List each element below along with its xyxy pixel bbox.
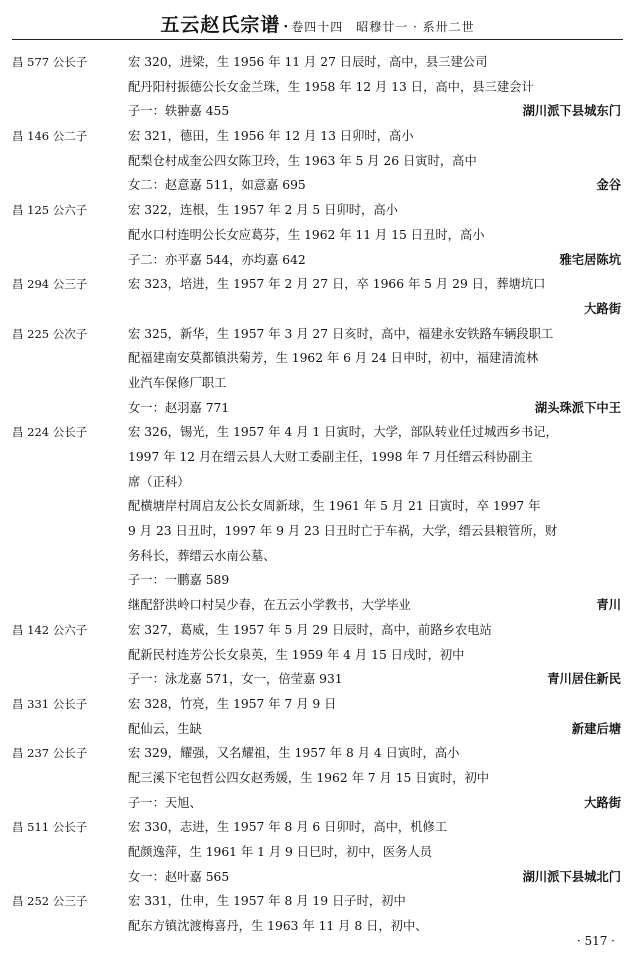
entry-text: 继配舒洪岭口村吴少春，在五云小学教书，大学毕业	[128, 598, 411, 613]
genealogy-entry	[0, 889, 635, 938]
entry-line	[0, 741, 635, 766]
entry-location: 湖川派下县城东门	[522, 103, 621, 119]
entry-father-label: 昌 294 公三子	[12, 277, 88, 292]
entry-text: 配福建南安莫都镇洪菊芳，生 1962 年 6 月 24 日申时，初中，福建清流林	[128, 351, 539, 366]
entry-location: 湖头珠派下中王	[534, 399, 621, 415]
entry-line	[0, 717, 635, 742]
entry-text: 子一：一鹏嘉 589	[128, 573, 230, 588]
entry-location: 湖川派下县城北门	[522, 868, 621, 884]
entry-father-label: 昌 237 公长子	[12, 746, 88, 761]
entry-line	[0, 889, 635, 914]
entry-father-label: 昌 142 公六子	[12, 622, 88, 637]
genealogy-entry	[0, 124, 635, 198]
header-rule	[12, 39, 623, 40]
entry-line	[0, 248, 635, 273]
entry-location: 雅宅居陈坑	[559, 251, 621, 267]
entry-text: 9 月 23 日丑时，1997 年 9 月 23 日丑时亡于车祸，大学，缙云县粮管所，财	[128, 524, 558, 539]
entry-father-label: 昌 331 公长子	[12, 696, 88, 711]
entry-text: 宏 323，培进，生 1957 年 2 月 27 日，卒 1966 年 5 月 29 日，葬塘坑口	[128, 277, 546, 292]
entry-line	[0, 149, 635, 174]
genealogy-entry	[0, 420, 635, 618]
entry-father-label: 昌 224 公长子	[12, 425, 88, 440]
entry-text: 宏 329，耀强，又名耀祖，生 1957 年 8 月 4 日寅时，高小	[128, 746, 460, 761]
entry-line	[0, 815, 635, 840]
entry-text: 业汽车保修厂职工	[128, 375, 227, 390]
genealogy-entry	[0, 692, 635, 741]
entry-text: 宏 320，进梁，生 1956 年 11 月 27 日辰时，高中，县三建公司	[128, 55, 488, 69]
genealogy-entry	[0, 198, 635, 272]
entry-line	[0, 865, 635, 890]
entry-father-label: 昌 225 公次子	[12, 326, 88, 341]
entry-line	[0, 124, 635, 149]
entry-line	[0, 568, 635, 593]
entry-text: 子一：天旭、	[128, 795, 202, 810]
entry-text: 子一：泳龙嘉 571，女一，倍莹嘉 931	[128, 672, 343, 687]
entry-location: 大路街	[584, 300, 621, 316]
entry-line	[0, 840, 635, 865]
entry-location: 新建后塘	[571, 720, 621, 736]
genealogy-entry	[0, 50, 635, 124]
entry-father-label: 昌 577 公长子	[12, 55, 88, 69]
entry-text: 宏 326，锡光，生 1957 年 4 月 1 日寅时，大学，部队转业任过城西乡书记，	[128, 425, 558, 440]
entry-text: 配三溪下宅包哲公四女赵秀媛，生 1962 年 7 月 15 日寅时，初中	[128, 770, 490, 785]
entry-text: 女一：赵羽嘉 771	[128, 400, 230, 415]
entry-father-label: 昌 146 公二子	[12, 129, 88, 144]
entry-text: 务科长，葬缙云水南公墓、	[128, 548, 276, 563]
entry-line	[0, 519, 635, 544]
entry-text: 宏 325，新华，生 1957 年 3 月 27 日亥时，高中，福建永安铁路车辆段职工	[128, 326, 554, 341]
entry-line	[0, 272, 635, 297]
entry-line	[0, 692, 635, 717]
entry-location: 金谷	[596, 177, 621, 193]
volume-subtitle: 卷四十四 昭穆廿一 · 系卅二世	[291, 20, 475, 34]
entry-line	[0, 75, 635, 100]
entry-text: 子一：轶翀嘉 455	[128, 104, 230, 119]
entry-text: 席（正科）	[128, 474, 190, 489]
entry-text: 配东方镇沈渡梅喜丹，生 1963 年 11 月 8 日，初中、	[128, 919, 428, 934]
genealogy-entry	[0, 272, 635, 321]
entry-text: 配新民村连芳公长女泉英，生 1959 年 4 月 15 日戌时，初中	[128, 647, 465, 662]
title-separator: ·	[283, 19, 289, 35]
page-header	[0, 10, 635, 37]
genealogy-entry	[0, 741, 635, 815]
entry-line	[0, 223, 635, 248]
entry-text: 配横塘岸村周启友公长女周新球，生 1961 年 5 月 21 日寅时，卒 1997 年	[128, 499, 541, 514]
entry-line	[0, 766, 635, 791]
entry-father-label: 昌 252 公三子	[12, 894, 88, 909]
genealogy-entry	[0, 815, 635, 889]
entry-text: 配梨仓村成奎公四女陈卫玲，生 1963 年 5 月 26 日寅时，高中	[128, 153, 477, 168]
entry-text: 宏 322，连根，生 1957 年 2 月 5 日卯时，高小	[128, 203, 398, 218]
entry-line	[0, 791, 635, 816]
entry-line	[0, 322, 635, 347]
entry-location: 大路街	[584, 794, 621, 810]
entry-father-label: 昌 125 公六子	[12, 203, 88, 218]
entry-text: 宏 327，葛威，生 1957 年 5 月 29 日辰时，高中，前路乡农电站	[128, 622, 492, 637]
genealogy-entry	[0, 618, 635, 692]
entry-line	[0, 593, 635, 618]
genealogy-title: 五云赵氏宗谱	[160, 14, 281, 36]
entry-text: 子二：亦平嘉 544，亦均嘉 642	[128, 252, 306, 267]
entry-line	[0, 99, 635, 124]
entry-line	[0, 470, 635, 495]
genealogy-entry	[0, 322, 635, 421]
entry-text: 配颜逸萍，生 1961 年 1 月 9 日巳时，初中，医务人员	[128, 845, 433, 859]
entries-list	[0, 50, 635, 939]
entry-line	[0, 544, 635, 569]
entry-line	[0, 445, 635, 470]
entry-text: 女一：赵叶嘉 565	[128, 869, 230, 884]
entry-line	[0, 420, 635, 445]
entry-location: 青川居住新民	[547, 671, 621, 687]
entry-text: 宏 330，志进，生 1957 年 8 月 6 日卯时，高中，机修工	[128, 820, 448, 835]
entry-line	[0, 173, 635, 198]
entry-line	[0, 914, 635, 939]
entry-text: 配水口村连明公长女应葛芬，生 1962 年 11 月 15 日丑时，高小	[128, 227, 485, 242]
entry-text: 配丹阳村振德公长女金兰珠，生 1958 年 12 月 13 日，高中，县三建会计	[128, 79, 534, 94]
entry-text: 女二：赵意嘉 511，如意嘉 695	[128, 178, 306, 193]
entry-line	[0, 618, 635, 643]
entry-line	[0, 396, 635, 421]
entry-location: 青川	[596, 597, 621, 613]
page-number: · 517 ·	[576, 934, 615, 948]
entry-line	[0, 50, 635, 75]
entry-line	[0, 297, 635, 322]
entry-line	[0, 198, 635, 223]
entry-line	[0, 667, 635, 692]
entry-text: 宏 321，德田，生 1956 年 12 月 13 日卯时，高小	[128, 129, 414, 144]
entry-text: 宏 328，竹亮，生 1957 年 7 月 9 日	[128, 696, 337, 711]
entry-text: 1997 年 12 月在缙云县人大财工委副主任，1998 年 7 月任缙云科协副主	[128, 450, 533, 464]
entry-father-label: 昌 511 公长子	[12, 820, 88, 835]
entry-line	[0, 371, 635, 396]
entry-line	[0, 494, 635, 519]
entry-text: 配仙云，生缺	[128, 721, 202, 736]
entry-line	[0, 346, 635, 371]
entry-line	[0, 643, 635, 668]
entry-text: 宏 331，仕申，生 1957 年 8 月 19 日子时，初中	[128, 894, 406, 909]
